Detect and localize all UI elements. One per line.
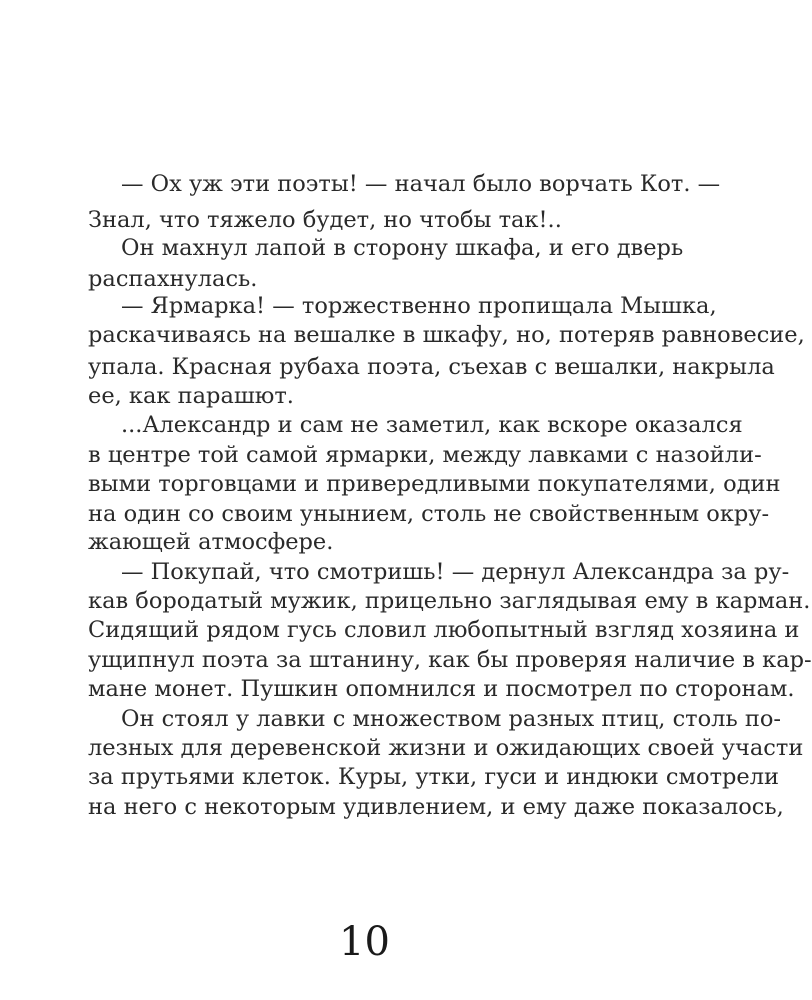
text-line: — Покупай, что смотришь! — дернул Александра за ру- [121, 559, 790, 585]
text-line: — Ярмарка! — торжественно пропищала Мышка, [121, 293, 717, 319]
text-line: в центре той самой ярмарки, между лавками с назойли- [88, 442, 762, 468]
text-line: лезных для деревенской жизни и ожидающих своей участи [88, 735, 804, 761]
text-line: мане монет. Пушкин опомнился и посмотрел по сторонам. [88, 676, 795, 702]
text-line: упала. Красная рубаха поэта, съехав с вешалки, накрыла [88, 354, 775, 380]
text-line: за прутьями клеток. Куры, утки, гуси и индюки смотрели [88, 764, 780, 790]
text-line: распахнулась. [88, 266, 258, 292]
text-line: кав бородатый мужик, прицельно заглядывая ему в карман. [88, 588, 811, 614]
text-line: Он махнул лапой в сторону шкафа, и его дверь [121, 235, 684, 261]
page-number: 10 [339, 919, 390, 965]
text-line: Сидящий рядом гусь словил любопытный взгляд хозяина и [88, 617, 800, 643]
text-line: Он стоял у лавки с множеством разных птиц, столь по- [121, 706, 782, 732]
text-line: на него с некоторым удивлением, и ему даже показалось, [88, 794, 784, 820]
text-line: жающей атмосфере. [88, 529, 334, 555]
text-line: — Ох уж эти поэты! — начал было ворчать Кот. — [121, 171, 721, 197]
text-line: на один со своим унынием, столь не свойственным окру- [88, 501, 770, 527]
text-line: выми торговцами и привередливыми покупателями, один [88, 471, 781, 497]
text-line: Знал, что тяжело будет, но чтобы так!.. [88, 207, 562, 233]
text-line: ее, как парашют. [88, 383, 294, 409]
text-line: ущипнул поэта за штанину, как бы проверяя наличие в кар- [88, 647, 812, 673]
text-line: раскачиваясь на вешалке в шкафу, но, потеряв равновесие, [88, 322, 805, 348]
text-line: ...Александр и сам не заметил, как вскоре оказался [121, 412, 743, 438]
